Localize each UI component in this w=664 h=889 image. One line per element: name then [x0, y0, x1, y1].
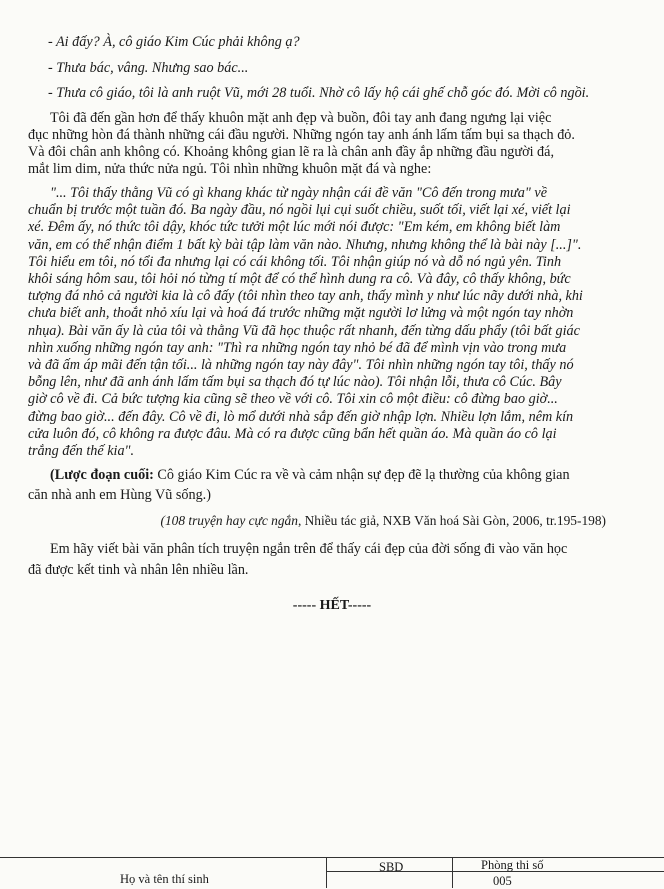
quote-line: chuẩn bị trước một tuần đó. Ba ngày đầu, nó ngồi lụi cụi suốt chiều, suốt tối, viết lại xé, viết lại	[28, 202, 571, 219]
quote-line: đừng bao giờ... đến đây. Cô về đi, lò mổ dưới nhà sắp đến giờ nhập lợn. Nhiều lợn lắm, nêm kín	[28, 408, 574, 425]
source-title: (108 truyện hay cực ngắn	[160, 513, 298, 528]
quote-line: cửa luôn đó, cô không ra được đâu. Mà có ra được cũng bẩn hết quần áo. Mà quần áo cô lại	[28, 425, 557, 442]
quote-line: văn, em có thể nhận điểm 1 bất kỳ bài tập làm văn nào. Nhưng, nhưng không thể là bài này [...]".	[28, 236, 582, 253]
end-mark: ----- HẾT-----	[292, 598, 372, 613]
quote-line: chưa biết anh, thoắt nhỏ xíu lại và hoá đá trước những mặt người lơ lửng và một ngón tay nhờn	[28, 305, 574, 322]
narration-line: mắt lim dim, nửa thức nửa ngủ. Tôi nhìn những khuôn mặt đá và nghe:	[28, 161, 432, 178]
room-label: Phòng thi số	[481, 858, 544, 872]
quote-line: trắng đến thế kia".	[28, 443, 135, 460]
name-label: Họ và tên thí sinh	[120, 872, 209, 886]
narration-line: Tôi đã đến gần hơn để thấy khuôn mặt anh đẹp và buồn, đôi tay anh đang ngưng lại việc	[50, 110, 552, 126]
source-citation	[160, 513, 606, 529]
quote-line: khôi sáng hôm sau, tôi hỏi nó từng tí một để có thể hình dung ra cô. Và đây, cô thấy không, bức	[28, 271, 571, 288]
quote-line: "... Tôi thấy thằng Vũ có gì khang khác từ ngày nhận cái đề văn "Cô đến trong mưa" về	[50, 185, 547, 201]
quote-line: tượng đá nhỏ cả người kia là cô đấy (tôi nhìn theo tay anh, thấy mình y như lúc nãy dưới nhà, khi	[28, 288, 583, 305]
sbd-label: SBD	[379, 860, 404, 874]
task-line: đã được kết tinh và nhân lên nhiều lần.	[28, 562, 249, 578]
quote-line: nhìn xuống những ngón tay anh: "Thì ra những ngón tay nhỏ bé đã để mình vịn vào trong mưa	[28, 339, 567, 356]
ending-note-text-2: căn nhà anh em Hùng Vũ sống.)	[28, 487, 211, 503]
dialogue-line-1: - Ai đấy? À, cô giáo Kim Cúc phải không ạ?	[48, 34, 300, 50]
narration-line: Và đôi chân anh không có. Khoảng không gian lẽ ra là chân anh đầy ắp những đầu người đá,	[28, 144, 554, 161]
narration-line: đục những hòn đá thành những cái đầu người. Những ngón tay anh ánh lấm tấm bụi sa thạch đỏ.	[28, 127, 575, 144]
candidate-info-table	[0, 857, 664, 888]
quote-line: giờ cô về đi. Cả bức tượng kia cũng sẽ theo về với cô. Tôi xin cô một điều: cô đừng bao giờ...	[28, 391, 558, 408]
task-line: Em hãy viết bài văn phân tích truyện ngắn trên để thấy cái đẹp của đời sống đi vào văn học	[50, 541, 568, 557]
room-value: 005	[493, 874, 512, 888]
ending-note-label: (Lược đoạn cuối:	[50, 467, 154, 483]
ending-note	[28, 465, 618, 505]
task-prompt	[28, 539, 618, 581]
dialogue-line-2: - Thưa bác, vâng. Nhưng sao bác...	[48, 60, 249, 76]
source-details: , Nhiều tác giả, NXB Văn hoá Sài Gòn, 2006, tr.195-198)	[297, 513, 606, 528]
ending-note-text: Cô giáo Kim Cúc ra về và cảm nhận sự đẹp đẽ lạ thường của không gian	[153, 467, 570, 483]
quote-line: Tôi hiểu em tôi, nó tổi đa nhưng lại có cái không tối. Tôi nhận giúp nó và dỗ nó ngủ yên. Tinh	[28, 253, 562, 270]
room-cell	[452, 858, 664, 888]
quote-line: nhụa). Bài văn ấy là của tôi và thằng Vũ đã học thuộc rất nhanh, đến từng dấu phẩy (tôi bất giác	[28, 322, 580, 339]
dialogue-line-3: - Thưa cô giáo, tôi là anh ruột Vũ, mới 28 tuổi. Nhờ cô lấy hộ cái ghế chỗ góc đó. Mời cô ngồi.	[48, 85, 590, 101]
name-cell	[0, 858, 326, 888]
sbd-cell	[326, 858, 453, 888]
quoted-passage	[28, 185, 613, 460]
quote-line: bỗng lên, như đã anh ánh lấm tấm bụi sa thạch đó tự lúc nào). Tôi nhận lỗi, thưa cô Cúc. Bây	[28, 374, 562, 391]
narration-paragraph	[28, 110, 610, 178]
quote-line: và đã ấm áp mãi đến tận tối... là những ngón tay này đây". Tôi nhìn những ngón tay tôi, thấy nó	[28, 357, 574, 374]
quote-line: xé. Đêm ấy, nó thức tôi dậy, khóc tức tưởi một lúc mới nói được: "Em kém, em không biết làm	[28, 219, 561, 236]
